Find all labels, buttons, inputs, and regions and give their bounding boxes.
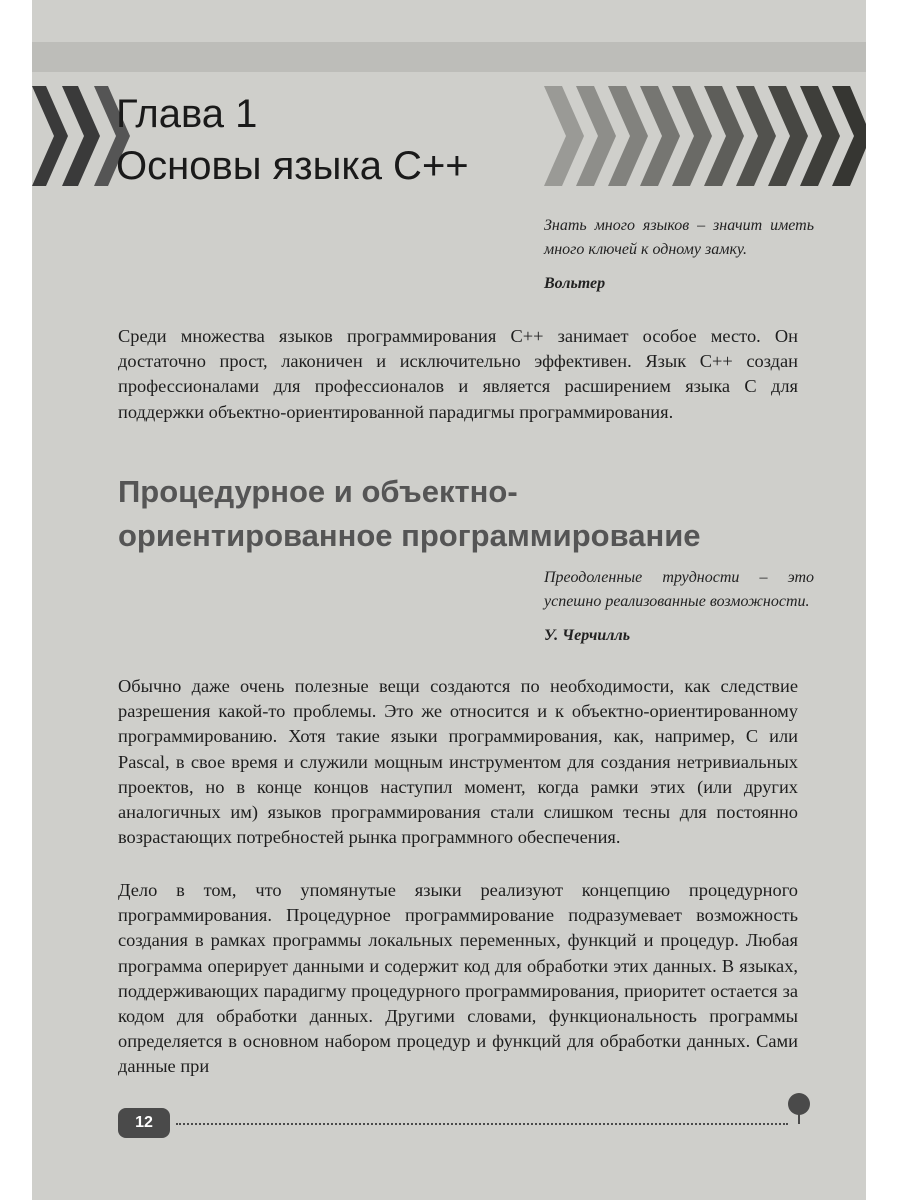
- section-title-line-1: Процедурное и объектно-: [118, 474, 518, 509]
- intro-paragraph: Среди множества языков программирования С++ занимает особое место. Он достаточно прост, лаконичен и исключительно эффективен. Язык С++ создан профессионалами для профессионалов и является расширением языка С для поддержки объектно-ориентированной парадигмы программирования.: [118, 326, 798, 422]
- epigraph-1-text: Знать много языков – значит иметь много ключей к одному замку.: [544, 217, 814, 258]
- epigraph-1-author: Вольтер: [544, 275, 606, 292]
- body-paragraph-3: Дело в том, что упомянутые языки реализуют концепцию процедурного программирования. Процедурное программирование подразумевает возможность создания в рамках программы локальных переменных, функций и процедур. Любая программа оперирует данными и содержит код для обработки этих данных. В языках, поддерживающих парадигму процедурного программирования, приоритет остается за кодом для обработки данных. Другими словами, функциональность программы определяется в основном набором процедур и функций для обработки данных. Сами данные при: [118, 880, 798, 1077]
- ball-pin-icon: [788, 1093, 810, 1115]
- epigraph-2: [544, 566, 814, 648]
- epigraph-1: [544, 214, 814, 296]
- chevron-band-right-icon: [544, 86, 866, 186]
- section-title-line-2: ориентированное программирование: [118, 518, 701, 553]
- body-paragraph-2: Обычно даже очень полезные вещи создаются по необходимости, как следствие разрешения какой-то проблемы. Это же относится и к объектно-ориентированному программированию. Хотя такие языки программирования, как, например, C или Pascal, в свое время и служили мощным инструментом для создания нетривиальных проектов, но в конце концов наступил момент, когда рамки этих (или других аналогичных им) языков программирования стали слишком тесны для постоянно возрастающих потребностей рынка программного обеспечения.: [118, 676, 798, 848]
- page-number: 12: [118, 1108, 170, 1138]
- chapter-title: Основы языка С++: [116, 144, 469, 188]
- chapter-label: Глава 1: [116, 92, 258, 136]
- book-page: [32, 0, 866, 1200]
- header-strip: [32, 42, 866, 72]
- footer-dotted-rule: [176, 1123, 788, 1125]
- epigraph-2-author: У. Черчилль: [544, 627, 631, 644]
- chapter-heading: [116, 88, 469, 192]
- epigraph-2-text: Преодоленные трудности – это успешно реализованные возможности.: [544, 569, 814, 610]
- section-heading: [118, 470, 818, 558]
